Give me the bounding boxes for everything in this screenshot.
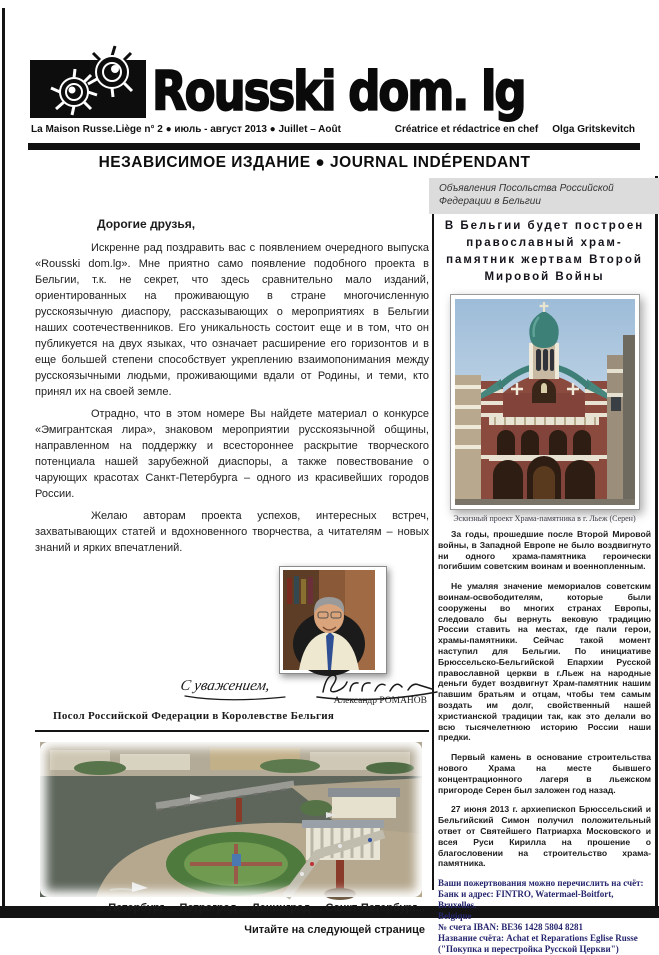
church-render-image — [450, 294, 640, 510]
issue-row — [31, 124, 635, 135]
announcement-column — [438, 216, 651, 955]
announcement-kicker: Объявления Посольства Российской Федерации в Бельгии — [429, 178, 659, 214]
read-more-note: Читайте на следующей странице — [244, 924, 425, 936]
donation-line: № счета IBAN: BE36 1428 5804 8281 — [438, 922, 583, 933]
issue-line: La Maison Russe.Liège n° 2 ● июль - август 2013 ● Juillet – Août — [31, 124, 341, 135]
donation-line: ("Покупка и перестройка Русской Церкви") — [438, 944, 619, 955]
announcement-headline: В Бельгии будет построен православный храм-памятник жертвам Второй Мировой Войны — [444, 220, 645, 283]
letter-paragraph: Искренне рад поздравить вас с появлением очередного выпуска «Rousski dom.lg». Мне приятно само появление подобного проекта в Бельгии, т.к. не секрет, что здесь сравнительно мало изданий, ориентированных на проживающую в стране многочисленную русскоязычную диаспору, рассказывающих о мероприятиях в Бельгии наших соотечественников. Его уникальность состоит еще и в том, что он публикуется на двух языках, что означает расширение его горизонтов и в еще большей степени способствует укреплению взаимопонимания между русскоязычными людьми, проживающими вдали от Родины, и теми, кто принял их на своей земле. — [35, 242, 429, 398]
donation-line: Ваши пожертвования можно перечислить на счёт: — [438, 878, 644, 889]
donation-line: Банк и адрес: FINTRO, Watermael-Boitfort, Bruxelles. — [438, 889, 614, 911]
st-petersburg-photo — [40, 742, 422, 897]
announcement-paragraph: За годы, прошедшие после Второй Мировой войны, в Западной Европе не было воздвигнуто ни одного храма-памятника героически погибшим советским воинам и военнопленным. — [438, 529, 651, 572]
masthead-rule — [28, 143, 640, 150]
signer-title: Посол Российской Федерации в Королевстве Бельгия — [53, 710, 335, 722]
donation-line: Название счёта: Achat et Reparations Eglise Russe — [438, 933, 638, 944]
credit-name: Olga Gritskevitch — [552, 124, 635, 135]
signer-name: Александр РОМАНОВ — [333, 696, 427, 706]
column-divider — [432, 214, 434, 890]
page-border-left — [2, 8, 5, 906]
letter-paragraph: Отрадно, что в этом номере Вы найдете материал о конкурсе «Эмигрантская лира», знаковом мероприятии русскоязычной общины, направленном на поддержку и всестороннее раскрытие творческого потенциала нашей зарубежной диаспоры, а также повествование о чарующих красотах Санкт-Петербурга – одного из красивейших городов России. — [35, 408, 429, 500]
letter-column — [35, 206, 429, 936]
announcement-paragraph: 27 июня 2013 г. архиепископ Брюссельский и Бельгийский Симон получил положительный ответ от Святейшего Патриарха Московского и всея Руси Кирилла на прошение о благословении на строительство храма-памятника. — [438, 804, 651, 869]
photo-caption: ... Петербург ... Петроград ... Ленинград ... Санкт-Петербург... — [96, 902, 425, 914]
page-border-right — [655, 176, 658, 906]
ambassador-photo — [279, 566, 387, 674]
svg-text:С уважением,: С уважением, — [179, 678, 272, 694]
church-image-caption: Эскизный проект Храма-памятника в г. Льеж (Серен) — [453, 514, 636, 523]
tagline: НЕЗАВИСИМОЕ ИЗДАНИЕ ● JOURNAL INDÉPENDANT — [98, 154, 531, 171]
masthead-title: Rousski dom. lg — [152, 60, 525, 123]
donation-line: Belgique — [438, 911, 472, 922]
letter-paragraph: Желаю авторам проекта успехов, интересных встреч, захватывающих статей и вдохновенного творчества, а читателям – новых знаний и ярких впечатлений. — [35, 510, 429, 554]
donation-details — [438, 878, 651, 955]
letter-salutation: Дорогие друзья, — [97, 217, 196, 231]
announcement-paragraph: Первый камень в основание строительства нового Храма на месте бывшего концентрационного лагеря в льежском пригороде Серен был заложен год назад. — [438, 752, 651, 795]
section-divider — [35, 730, 429, 732]
credit-label: Créatrice et rédactrice en chef — [394, 124, 539, 135]
newspaper-logo-icon — [30, 40, 150, 120]
announcement-paragraph: Не умаляя значение мемориалов советским воинам-освободителям, которые были сооружены во многих странах Европы, следовало бы вернуть вековую традицию России ставить на местах, где пали герои, храмы-памятники. Сейчас такой момент наступил для Бельгии. По инициативе Брюссельско-Бельгийской Епархии Русской православной церкви в г.Льеж на народные деньги будет воздвигнут Храм-памятник нашим павшим братьям и отцам, чтобы тем самым воздать им долг, свойственный нашей христианской традиции так, как это делали во всю тысячелетнюю историю России наши предки. — [438, 581, 651, 743]
